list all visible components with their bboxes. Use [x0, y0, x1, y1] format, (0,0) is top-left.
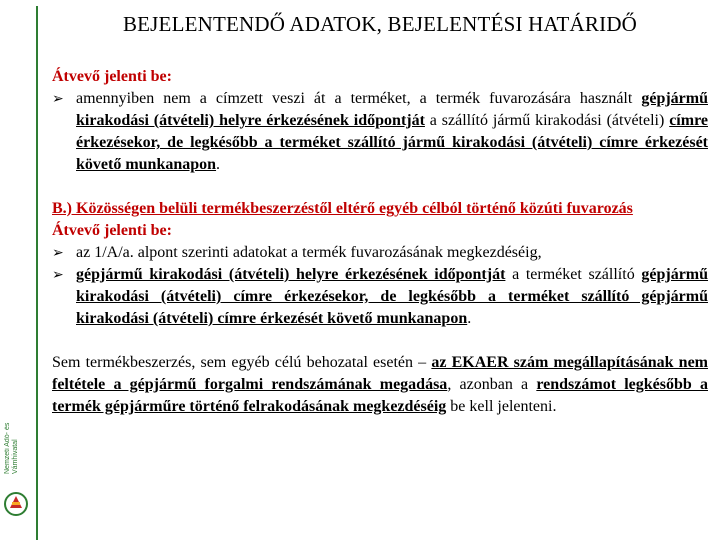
text: az 1/A/a. alpont szerinti adatokat a termék fuvarozásának megkezdéséig,	[76, 244, 542, 261]
arrow-bullet-icon: ➢	[52, 91, 64, 107]
text: a terméket szállító	[505, 266, 642, 283]
underlined-text: címre érkezésekor, de legkésőbb a terméket szállító jármű kirakodási (átvételi) címre érkezését követő munkanapon	[76, 112, 708, 173]
page-title: BEJELENTENDŐ ADATOK, BEJELENTÉSI HATÁRIDŐ	[122, 12, 638, 36]
underlined-text: gépjármű kirakodási (átvételi) címre érkezésekor, de legkésőbb a terméket szállító gépjármű kirakodási (átvételi) címre érkezését követő munkanapon	[76, 266, 709, 327]
text: amennyiben nem a címzett veszi át a terméket, a termék fuvarozására használt	[76, 90, 642, 107]
block2-bullet1	[52, 242, 708, 264]
logo-text: Nemzeti Adó- és Vámhivatal	[4, 422, 19, 474]
block2-subheading: Átvevő jelenti be:	[52, 222, 172, 239]
spacer	[52, 176, 708, 198]
spacer	[52, 330, 708, 352]
underlined-text: rendszámot legkésőbb a termék gépjárműre történő felrakodásának megkezdéséig	[52, 376, 708, 415]
text: , azonban a	[447, 376, 537, 393]
text: a szállító jármű kirakodási (átvételi)	[424, 112, 670, 129]
text: be kell jelenteni.	[446, 398, 557, 415]
arrow-bullet-icon: ➢	[52, 267, 64, 283]
block1-heading: Átvevő jelenti be:	[52, 68, 172, 85]
arrow-bullet-icon: ➢	[52, 245, 64, 261]
left-divider-line	[36, 6, 38, 540]
text: .	[467, 310, 472, 327]
block2-bullet2	[52, 264, 708, 330]
underlined-text: gépjármű kirakodási (átvételi) helyre érkezésének időpontját	[76, 266, 506, 283]
text: Sem termékbeszerzés, sem egyéb célú behozatal esetén –	[52, 354, 432, 371]
text: .	[216, 156, 221, 173]
block3-paragraph	[52, 352, 708, 418]
underlined-text: az EKAER szám megállapításának nem feltétele a gépjármű forgalmi rendszámának megadása	[52, 354, 709, 393]
underlined-text: gépjármű kirakodási (átvételi) helyre érkezésének időpontját	[76, 90, 708, 129]
block1-bullet	[52, 88, 708, 176]
main-content	[52, 66, 708, 418]
block2-heading: B.) Közösségen belüli termékbeszerzéstől eltérő egyéb célból történő közúti fuvarozás	[52, 200, 633, 217]
